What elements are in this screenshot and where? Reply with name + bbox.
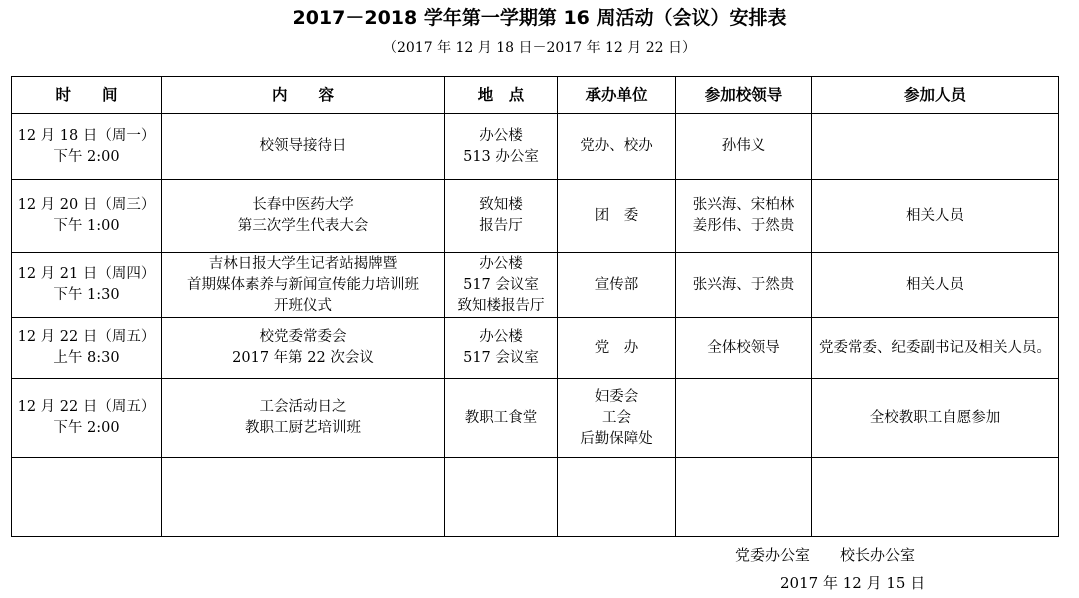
location-line: 517 会议室	[463, 276, 539, 293]
location-line: 办公楼	[479, 255, 523, 272]
time-hour: 下午 1:00	[53, 218, 120, 234]
location-line: 513 办公室	[463, 148, 539, 165]
cell-organizer	[558, 114, 676, 180]
document-subtitle: （2017 年 12 月 18 日－2017 年 12 月 22 日）	[382, 40, 697, 56]
footer-date: 2017 年 12 月 15 日	[780, 574, 926, 592]
cell-content	[162, 114, 445, 180]
content-line: 长春中医药大学	[252, 197, 354, 213]
location-line: 报告厅	[479, 218, 523, 234]
cell-organizer	[558, 379, 676, 458]
cell-time	[12, 379, 162, 458]
cell-leaders	[676, 318, 812, 379]
table-row	[12, 318, 1059, 379]
schedule-table	[11, 76, 1059, 537]
time-hour: 下午 1:30	[53, 287, 120, 303]
cell-location	[445, 458, 558, 537]
cell-organizer	[558, 458, 676, 537]
table-row	[12, 114, 1059, 180]
table-row	[12, 253, 1059, 318]
cell-leaders	[676, 379, 812, 458]
time-date: 12 月 20 日（周三）	[17, 197, 156, 213]
cell-content	[162, 379, 445, 458]
cell-participants: 党委常委、纪委副书记及相关人员。	[812, 318, 1059, 379]
cell-location	[445, 318, 558, 379]
content-line: 工会活动日之	[259, 399, 347, 415]
location-line: 517 会议室	[463, 350, 539, 366]
content-line: 教职工厨艺培训班	[245, 420, 361, 436]
leaders-line: 孙伟义	[721, 138, 766, 154]
cell-time	[12, 458, 162, 537]
cell-content	[162, 458, 445, 537]
cell-time	[12, 180, 162, 253]
organizer-line: 后勤保障处	[580, 430, 653, 447]
location-line: 办公楼	[479, 329, 523, 345]
table-row-empty	[12, 458, 1059, 537]
organizer-line: 宣传部	[594, 276, 639, 293]
location-line: 办公楼	[479, 127, 523, 144]
cell-participants: 相关人员	[812, 180, 1059, 253]
header-content: 内 容	[162, 77, 445, 114]
cell-leaders	[676, 253, 812, 318]
table-row	[12, 379, 1059, 458]
time-date: 12 月 22 日（周五）	[17, 399, 156, 415]
time-date: 12 月 18 日（周一）	[17, 127, 156, 144]
cell-time	[12, 253, 162, 318]
location-line: 教职工食堂	[464, 409, 538, 426]
cell-leaders	[676, 114, 812, 180]
header-participants: 参加人员	[812, 77, 1059, 114]
header-location: 地 点	[445, 77, 558, 114]
table-row	[12, 180, 1059, 253]
cell-organizer	[558, 253, 676, 318]
cell-participants	[812, 114, 1059, 180]
content-line: 校领导接待日	[259, 138, 347, 154]
content-line: 第三次学生代表大会	[237, 218, 369, 234]
cell-organizer	[558, 318, 676, 379]
cell-participants: 全校教职工自愿参加	[812, 379, 1059, 458]
cell-location	[445, 253, 558, 318]
organizer-line: 团 委	[594, 207, 639, 224]
cell-location	[445, 379, 558, 458]
cell-content	[162, 253, 445, 318]
location-line: 致知楼报告厅	[457, 297, 545, 314]
content-line: 2017 年第 22 次会议	[232, 350, 374, 366]
cell-content	[162, 180, 445, 253]
organizer-line: 工会	[602, 409, 631, 426]
cell-time	[12, 114, 162, 180]
cell-participants: 相关人员	[812, 253, 1059, 318]
header-organizer: 承办单位	[558, 77, 676, 114]
organizer-line: 党 办	[594, 339, 639, 356]
table-header-row	[12, 77, 1059, 114]
leaders-line: 张兴海、于然贵	[692, 276, 795, 293]
footer-issuers: 党委办公室 校长办公室	[735, 546, 916, 564]
time-date: 12 月 21 日（周四）	[17, 266, 156, 282]
time-hour: 上午 8:30	[53, 350, 120, 366]
cell-participants	[812, 458, 1059, 537]
location-line: 致知楼	[479, 197, 523, 213]
cell-organizer	[558, 180, 676, 253]
cell-leaders	[676, 180, 812, 253]
content-line: 校党委常委会	[259, 329, 347, 345]
leaders-line: 全体校领导	[707, 339, 780, 356]
cell-leaders	[676, 458, 812, 537]
time-date: 12 月 22 日（周五）	[17, 329, 156, 345]
time-hour: 下午 2:00	[53, 420, 120, 436]
time-hour: 下午 2:00	[53, 148, 120, 165]
content-line: 开班仪式	[274, 297, 332, 314]
content-line: 首期媒体素养与新闻宣传能力培训班	[187, 276, 419, 293]
cell-content	[162, 318, 445, 379]
cell-location	[445, 180, 558, 253]
content-line: 吉林日报大学生记者站揭牌暨	[208, 255, 398, 272]
document-title: 2017－2018 学年第一学期第 16 周活动（会议）安排表	[292, 7, 787, 29]
organizer-line: 妇委会	[594, 388, 639, 405]
cell-time	[12, 318, 162, 379]
header-time: 时 间	[12, 77, 162, 114]
header-leaders: 参加校领导	[676, 77, 812, 114]
leaders-line: 张兴海、宋柏林	[692, 197, 795, 213]
organizer-line: 党办、校办	[580, 138, 653, 154]
cell-location	[445, 114, 558, 180]
leaders-line: 姜彤伟、于然贵	[692, 218, 795, 234]
